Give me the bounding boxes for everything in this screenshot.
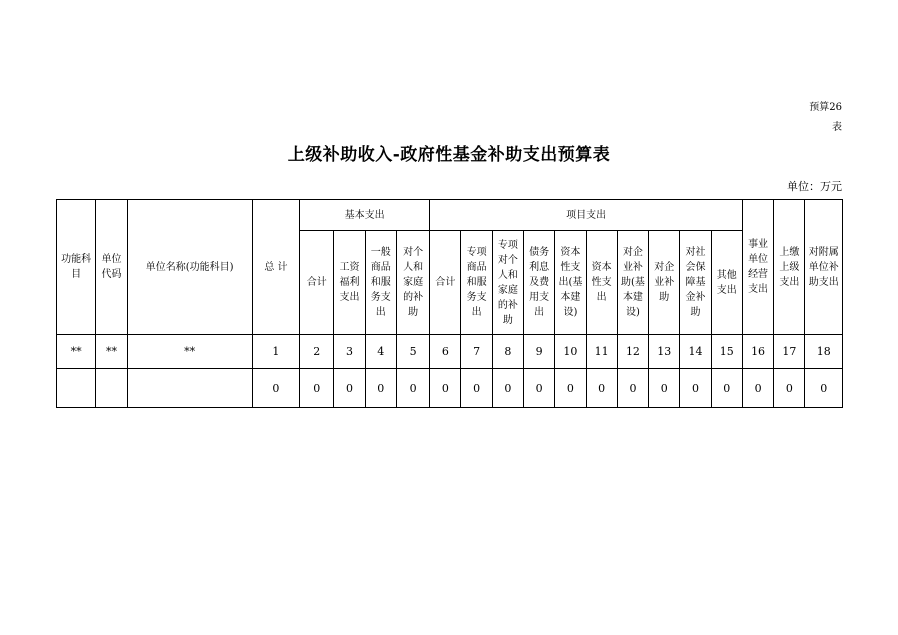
table-cell: 0 — [711, 369, 742, 408]
index-cell: 12 — [617, 335, 648, 369]
table-cell: 0 — [461, 369, 492, 408]
index-row — [57, 335, 843, 369]
table-cell: 0 — [774, 369, 805, 408]
index-cell: ** — [96, 335, 127, 369]
table-cell: 0 — [524, 369, 555, 408]
table-cell: 0 — [742, 369, 773, 408]
table-cell: 0 — [617, 369, 648, 408]
header-project-col: 对企业补助(基本建设) — [617, 231, 648, 335]
table-cell: 0 — [649, 369, 680, 408]
header-project-col: 合计 — [430, 231, 461, 335]
header-project-col: 对社会保障基金补助 — [680, 231, 711, 335]
table-row — [57, 369, 843, 408]
table-cell — [127, 369, 252, 408]
header-basic-col: 对个人和家庭的补助 — [396, 231, 429, 335]
header-row-groups — [57, 200, 843, 231]
header-project-col: 资本性支出(基本建设) — [555, 231, 586, 335]
table-cell: 0 — [396, 369, 429, 408]
header-func-subject: 功能科目 — [57, 200, 96, 335]
index-cell: 8 — [492, 335, 523, 369]
form-number — [802, 98, 842, 138]
table-cell: 0 — [586, 369, 617, 408]
index-cell: 9 — [524, 335, 555, 369]
index-cell: 3 — [334, 335, 365, 369]
index-cell: 1 — [252, 335, 299, 369]
table-cell — [96, 369, 127, 408]
header-project-col: 对企业补助 — [649, 231, 680, 335]
header-business: 事业单位经营支出 — [742, 200, 773, 335]
table-cell: 0 — [300, 369, 334, 408]
header-project-col: 其他支出 — [711, 231, 742, 335]
index-cell: 4 — [365, 335, 396, 369]
index-cell: 16 — [742, 335, 773, 369]
index-cell: 5 — [396, 335, 429, 369]
header-basic-col: 合计 — [300, 231, 334, 335]
page-title: 上级补助收入-政府性基金补助支出预算表 — [287, 145, 611, 165]
index-cell: 6 — [430, 335, 461, 369]
header-unit-code: 单位代码 — [96, 200, 127, 335]
table-cell: 0 — [680, 369, 711, 408]
form-number-line1: 预算26 — [809, 102, 842, 113]
header-project-col: 债务利息及费用支出 — [524, 231, 555, 335]
table-cell: 0 — [430, 369, 461, 408]
form-number-line2: 表 — [832, 122, 842, 133]
index-cell: ** — [127, 335, 252, 369]
index-cell: 14 — [680, 335, 711, 369]
index-cell: 15 — [711, 335, 742, 369]
table-cell — [57, 369, 96, 408]
table-cell: 0 — [365, 369, 396, 408]
table-cell: 0 — [334, 369, 365, 408]
header-basic-col: 一般商品和服务支出 — [365, 231, 396, 335]
table-cell: 0 — [805, 369, 843, 408]
table-cell: 0 — [555, 369, 586, 408]
header-unit-name: 单位名称(功能科目) — [127, 200, 252, 335]
table-cell: 0 — [492, 369, 523, 408]
index-cell: ** — [57, 335, 96, 369]
index-cell: 2 — [300, 335, 334, 369]
index-cell: 11 — [586, 335, 617, 369]
index-cell: 18 — [805, 335, 843, 369]
index-cell: 10 — [555, 335, 586, 369]
table-cell: 0 — [252, 369, 299, 408]
budget-table — [56, 199, 843, 408]
header-upper: 上缴上级支出 — [774, 200, 805, 335]
unit-label: 单位：万元 — [787, 180, 842, 193]
header-project-col: 专项对个人和家庭的补助 — [492, 231, 523, 335]
header-group-project: 项目支出 — [430, 200, 743, 231]
header-total: 总 计 — [252, 200, 299, 335]
header-subsidiary: 对附属单位补助支出 — [805, 200, 843, 335]
index-cell: 17 — [774, 335, 805, 369]
header-project-col: 专项商品和服务支出 — [461, 231, 492, 335]
header-group-basic: 基本支出 — [300, 200, 430, 231]
header-basic-col: 工资福利支出 — [334, 231, 365, 335]
header-project-col: 资本性支出 — [586, 231, 617, 335]
index-cell: 13 — [649, 335, 680, 369]
index-cell: 7 — [461, 335, 492, 369]
